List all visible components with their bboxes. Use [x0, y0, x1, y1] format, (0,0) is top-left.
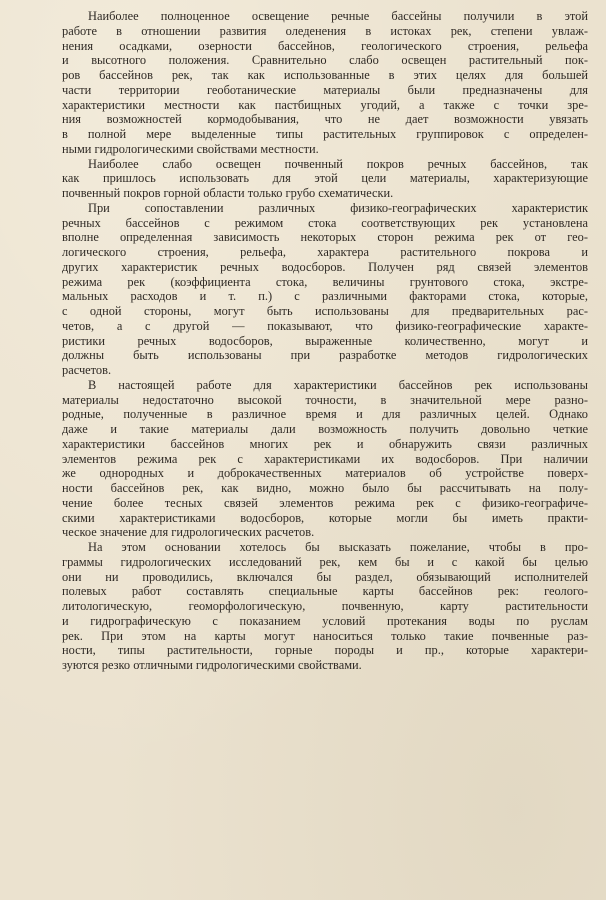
text-line: логического строения, рельефа, характера растительного покрова и — [62, 245, 588, 259]
text-line: расчетов. — [62, 363, 112, 377]
text-line: На этом основании хотелось бы высказать пожелание, чтобы в про- — [88, 540, 588, 554]
text-line: же однородных и доброкачественных материалов об устройстве поверх- — [62, 466, 588, 481]
paragraph — [62, 201, 588, 378]
paragraph — [62, 157, 588, 201]
text-line: характеристики бассейнов многих рек и обнаружить связи различных — [62, 436, 588, 451]
text-line: и гидрографическую с показанием условий протекания воды по руслам — [62, 613, 588, 628]
text-line: в полной мере выделенные типы растительных группировок с определен- — [62, 127, 588, 141]
paragraph — [62, 9, 588, 157]
body-text — [62, 9, 588, 673]
text-line: ности, типы растительности, горные породы и пр., которые характери- — [62, 643, 588, 658]
text-line: В настоящей работе для характеристики бассейнов рек использованы — [88, 377, 588, 392]
text-line: даже и такие материалы дали возможность получить довольно четкие — [62, 422, 588, 436]
text-line: зуются резко отличными гидрологическими свойствами. — [62, 658, 362, 672]
text-line: как пришлось использовать для этой цели материалы, характеризующие — [62, 171, 588, 186]
text-line: нения осадками, озерности бассейнов, геологического строения, рельефа — [62, 38, 588, 53]
text-line: ными гидрологическими свойствами местности. — [62, 141, 319, 156]
text-line: материалы недостаточно высокой точности, в значительной мере разно- — [62, 392, 588, 407]
text-line: вполне определенная зависимость некоторых сторон режима рек от гео- — [62, 230, 588, 245]
text-line: четов, а с другой — показывают, что физико-географические характе- — [62, 318, 588, 333]
text-line: почвенный покров горной области только грубо схематически. — [62, 186, 394, 200]
text-line: режима рек (коэффициента стока, величины грунтового стока, экстре- — [62, 274, 588, 289]
paragraph — [62, 378, 588, 540]
text-line: мальных расходов и т. п.) с различными факторами стока, которые, — [62, 289, 588, 304]
text-line: ности бассейнов рек, как видно, можно было бы рассчитывать на полу- — [62, 481, 588, 495]
text-line: характеристики местности как пастбищных угодий, а также с точки зре- — [62, 97, 588, 112]
text-line: скими характеристиками водосборов, которые могли бы иметь практи- — [62, 510, 588, 525]
paragraph — [62, 540, 588, 673]
text-line: других характеристик речных водосборов. Получен ряд связей элементов — [62, 259, 588, 274]
text-line: речных бассейнов с режимом стока соответствующих рек установлена — [62, 215, 588, 230]
text-line: работе в отношении развития оледенения в истоках рек, степени увлаж- — [62, 23, 588, 38]
text-line: родные, полученные в различное время и для различных целей. Однако — [62, 407, 588, 422]
text-line: с одной стороны, могут быть использованы для предварительных рас- — [62, 304, 588, 318]
text-line: элементов режима рек с характеристиками их водосборов. При наличии — [62, 451, 588, 466]
text-line: части территории геоботанические материалы были предназначены для — [62, 82, 588, 97]
text-line: При сопоставлении различных физико-географических характеристик — [88, 200, 588, 215]
text-line: ческое значение для гидрологических расчетов. — [62, 525, 315, 540]
text-line: должны быть использованы при разработке методов гидрологических — [62, 348, 588, 363]
text-line: граммы гидрологических исследований рек, кем бы и с какой бы целью — [62, 554, 588, 569]
text-line: Наиболее слабо освещен почвенный покров речных бассейнов, так — [88, 156, 588, 171]
text-line: ния возможностей кормодобывания, что не дает возможности увязать — [62, 112, 588, 127]
text-line: ристики речных водосборов, выраженные количественно, могут и — [62, 333, 588, 348]
text-line: они ни проводились, включался бы раздел, обязывающий исполнителей — [62, 569, 588, 584]
text-line: полевых работ составлять специальные карты бассейнов рек: геолого- — [62, 584, 588, 599]
text-line: ров бассейнов рек, так как использованные в этих целях для большей — [62, 68, 588, 82]
text-line: Наиболее полноценное освещение речные бассейны получили в этой — [88, 9, 588, 23]
text-line: чение более тесных связей элементов режима рек с физико-географиче- — [62, 495, 588, 510]
text-line: рек. При этом на карты могут наноситься только такие почвенные раз- — [62, 628, 588, 643]
text-line: и высотного положения. Сравнительно слабо освещен растительный пок- — [62, 53, 588, 68]
text-line: литологическую, геоморфологическую, почвенную, карту растительности — [62, 599, 588, 613]
